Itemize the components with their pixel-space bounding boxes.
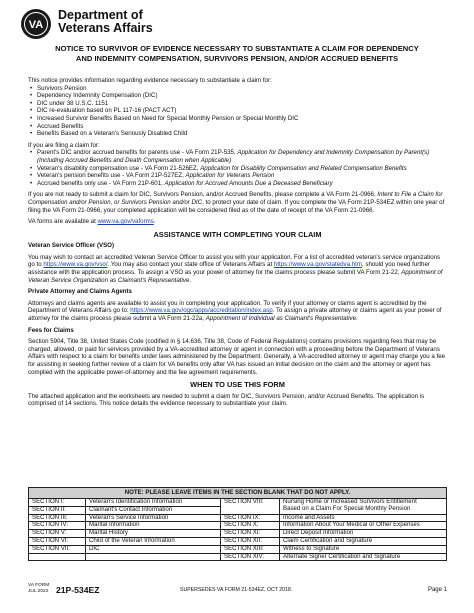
supersedes-text: SUPERSEDES VA FORM 21-534EZ, OCT 2018. [180, 587, 293, 593]
section-number: SECTION II: [29, 506, 86, 514]
item-text: Accrued benefits only use - VA Form 21P-601, [37, 179, 165, 187]
vso-text-b: . You may also contact your state office of Veterans Affairs at [107, 261, 274, 269]
section-number: SECTION I: [29, 499, 86, 507]
intent-text-c: , to protect your date of claim. If you complete the VA Form 21P-534EZ within one year of filing the VA Form 21-0966, your completed application will be considered filed as of the date of receipt of the VA Form 21-0966. [28, 198, 445, 214]
section-name [280, 499, 447, 515]
form-title: Application for Veterans Pension [185, 172, 275, 180]
section-number: SECTION III: [29, 514, 86, 522]
assistance-heading: ASSISTANCE WITH COMPLETING YOUR CLAIM [153, 229, 322, 239]
va-seal-icon [20, 8, 52, 40]
section-name: Witness to Signature [280, 545, 447, 553]
form-title: Application for Accrued Amounts Due a Deceased Beneficiary [164, 179, 333, 187]
dept-line-2: Veterans Affairs [58, 21, 153, 35]
section-name: Direct Deposit Information [280, 530, 447, 538]
forms-period: . [153, 218, 156, 226]
list-item: • Benefits Based on a Veteran's Seriously Disabled Child [37, 130, 447, 138]
table-note: NOTE: PLEASE LEAVE ITEMS IN THE SECTION BLANK THAT DO NOT APPLY. [29, 488, 447, 499]
seal-text: VA [28, 19, 44, 31]
form-date: JUL 2022 [28, 588, 49, 594]
item-text: Veteran's disability compensation use - VA Form 21-526EZ, [37, 164, 201, 172]
intent-form-title: Intent to File a Claim for Compensation and/or Pension, or Survivors Pension and/or DIC [28, 191, 443, 206]
vso-text-c: , should you need further assistance with the application process. To assign a VSO as your power of attorney for the claims process please submit VA Form 21-22, [28, 261, 430, 277]
when-heading: WHEN TO USE THIS FORM [190, 380, 285, 390]
section-number: SECTION X: [221, 522, 280, 530]
section-name: Claimant's Contact Information [86, 506, 221, 514]
dept-line-1: Department of [58, 8, 143, 22]
section-number: SECTION VI: [29, 537, 86, 545]
list-item: • Increased Survivor Benefits Based on Need for Special Monthly Pension or Special Monthly DIC [37, 115, 447, 123]
title-line-1: NOTICE TO SURVIVOR OF EVIDENCE NECESSARY TO SUBSTANTIATE A CLAIM FOR DEPENDENCY [55, 44, 419, 53]
section-name-line-1: Nursing Home or Increased Survivors Entitlement [283, 498, 417, 505]
vso-text-a: You may wish to contact an accredited Veteran Service Officer to assist you with your application. For a list of accredited veteran's service organizations go to [28, 253, 441, 269]
section-name: Information About Your Medical or Other Expenses [280, 522, 447, 530]
section-number: SECTION XIII: [221, 545, 280, 553]
list-item [37, 180, 447, 188]
section-name: Child of the Veteran Information [86, 537, 221, 545]
section-number: SECTION V: [29, 530, 86, 538]
section-name: Veteran's Identification Information [86, 499, 221, 507]
page-header [20, 6, 454, 44]
forms-text: VA forms are available at [28, 218, 98, 226]
list-item [37, 165, 447, 173]
empty-cell [29, 553, 86, 561]
claim-list [28, 85, 447, 138]
section-number: SECTION XIV: [221, 553, 280, 561]
applying-list [28, 149, 447, 187]
form-title: Application for Dependency and Indemnity Compensation by Parent(s) (Including Accrued Benefits and Death Compensation when Applicable) [37, 149, 430, 164]
section-number: SECTION IV: [29, 522, 86, 530]
vso-form-title: Appointment of Veteran Service Organization as Claimant's Representative [28, 269, 443, 284]
section-name: Marital Information [86, 522, 221, 530]
when-paragraph: The attached application and the worksheets are needed to submit a claim for DIC, Survivors Pension, and/or Accrued Benefits. The application is comprised of 14 sections. This notice details the evidence necessary to substantiate your claim. [28, 392, 425, 408]
department-name [58, 9, 153, 35]
list-item [37, 149, 447, 164]
form-title: Application for Disability Compensation and Related Compensation Benefits [200, 164, 407, 172]
vaforms-link[interactable]: www.va.gov/vaforms [97, 218, 154, 226]
section-name: Marital History [86, 530, 221, 538]
section-number: SECTION VIII: [221, 499, 280, 515]
list-item: • DIC under 38 U.S.C. 1151 [37, 100, 447, 108]
section-number: SECTION VII: [29, 545, 86, 553]
section-number: SECTION XII: [221, 537, 280, 545]
form-number: 21P-534EZ [56, 585, 100, 595]
fees-paragraph: Section 5904, Title 38, United States Code (codified in § 14.636, Title 38, Code of Federal Regulations) contains provisions regarding fees that may be charged, allowed, or paid for services provided by a VA-accredited attorney or agent in connection with a proceeding before the Department of Veterans Affairs with respect to a claim for benefits under laws administered by the Department. Generally, a VA-accredited attorney or agent may charge you a fee for assisting in seeking further review of a claim for VA benefits only after VA has issued an initial decision on the claim and the attorney or agent has complied with the applicable power-of-attorney and the fee agreement requirements. [28, 338, 446, 376]
item-text: Parent's DIC and/or accrued benefits for parents use - VA Form 21P-535, [37, 149, 238, 157]
applying-intro: If you are filing a claim for: [28, 141, 100, 149]
list-item: • DIC re-evaluation based on PL 117-16 (PACT ACT) [37, 107, 447, 115]
fees-heading: Fees for Claims [28, 326, 74, 334]
attorney-heading: Private Attorney and Claims Agents [28, 288, 132, 296]
list-item [37, 172, 447, 180]
vso-link[interactable]: https://www.va.gov/vso/ [43, 261, 108, 269]
table-row [29, 553, 447, 561]
forms-line [28, 218, 447, 226]
attorney-paragraph [28, 300, 447, 323]
intro-text: This notice provides information regarding evidence necessary to substantiate a claim for: [28, 77, 272, 84]
form-label [28, 583, 49, 594]
item-text: Veteran's pension benefits use - VA Form 21P-527EZ, [37, 172, 186, 180]
section-name-line-2: Based on a Claim For Special Monthly Pension [283, 504, 411, 512]
section-name: Alternate Signer Certification and Signature [280, 553, 447, 561]
section-name: DIC [86, 545, 221, 553]
attorney-form-title: Appointment of Individual as Claimant's Representative [205, 315, 357, 323]
page-title [14, 44, 460, 64]
accreditation-link[interactable]: https://www.va.gov/ogc/apps/accreditation/index.asp [130, 307, 273, 315]
list-item: • Dependency Indemnity Compensation (DIC) [37, 92, 447, 100]
section-number: SECTION IX: [221, 514, 280, 522]
document-body [28, 77, 447, 412]
sections-table [28, 487, 447, 561]
page-number: Page 1 [427, 587, 447, 593]
section-name: Veteran's Service Information [86, 514, 221, 522]
attorney-text-a: Attorneys and claims agents are available to assist you in completing your application. To verify if your attorney or claims agent is accredited by the Department of Veterans Affairs go to: [28, 299, 427, 315]
table-row [29, 545, 447, 553]
vso-paragraph [28, 254, 447, 284]
list-item: • Accrued Benefits [37, 123, 447, 131]
section-number: SECTION XI: [221, 530, 280, 538]
attorney-period: . [356, 315, 358, 323]
va-form-text: VA FORM [28, 583, 50, 588]
title-line-2: AND INDEMNITY COMPENSATION, SURVIVORS PENSION, AND/OR ACCRUED BENEFITS [75, 54, 399, 63]
intent-paragraph [28, 191, 447, 214]
statedva-link[interactable]: https://www.va.gov/statedva.htm [273, 261, 362, 269]
intent-text-a: If you are not ready to submit a claim for DIC, Survivors Pension, and/or Accrued Benefits, please complete a VA Form 21-0966, [28, 191, 378, 199]
section-name: Income and Assets [280, 514, 447, 522]
list-item: • Survivors Pension [37, 85, 447, 93]
vso-heading: Veteran Service Officer (VSO) [28, 242, 115, 250]
section-name: Claim Certification and Signature [280, 537, 447, 545]
vso-period: . [189, 276, 192, 284]
table-header-row [29, 488, 447, 499]
empty-cell [86, 553, 221, 561]
attorney-text-b: . To assign a private attorney or claims agent as your power of attorney for the claims process please submit a VA Form 21-22a, [28, 307, 442, 323]
